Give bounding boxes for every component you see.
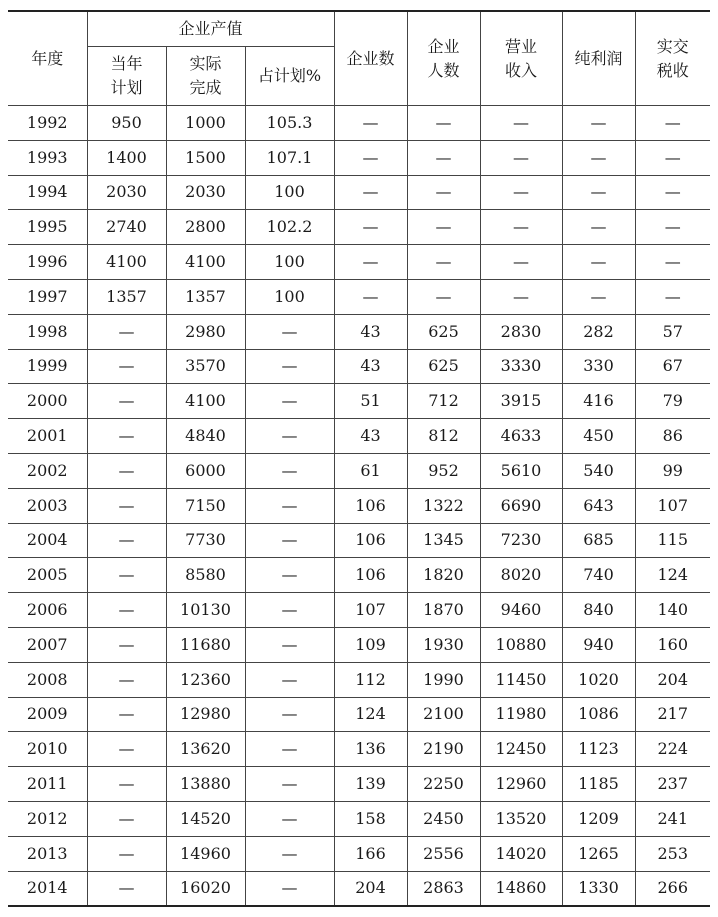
- cell-plan: —: [87, 627, 166, 662]
- header-revenue: [480, 11, 562, 106]
- cell-plan: —: [87, 488, 166, 523]
- cell-plan: 4100: [87, 245, 166, 280]
- table-row: [8, 662, 710, 697]
- cell-profit: 1123: [562, 732, 635, 767]
- header-output-group: 企业产值: [87, 11, 334, 47]
- cell-profit: 330: [562, 349, 635, 384]
- cell-revenue: —: [480, 210, 562, 245]
- cell-plan: 1400: [87, 140, 166, 175]
- cell-staff: 625: [407, 314, 480, 349]
- table-row: [8, 593, 710, 628]
- cell-tax: —: [635, 245, 710, 280]
- cell-actual: 4100: [166, 245, 245, 280]
- cell-tax: —: [635, 140, 710, 175]
- table-row: [8, 245, 710, 280]
- cell-tax: —: [635, 175, 710, 210]
- cell-pct: —: [245, 732, 334, 767]
- cell-year: 2007: [8, 627, 87, 662]
- cell-staff: 1870: [407, 593, 480, 628]
- cell-year: 2010: [8, 732, 87, 767]
- cell-firms: 158: [334, 801, 407, 836]
- cell-year: 2008: [8, 662, 87, 697]
- table-row: [8, 871, 710, 906]
- cell-firms: 204: [334, 871, 407, 906]
- cell-tax: 204: [635, 662, 710, 697]
- cell-firms: 43: [334, 314, 407, 349]
- cell-pct: —: [245, 384, 334, 419]
- cell-staff: 1345: [407, 523, 480, 558]
- cell-profit: —: [562, 175, 635, 210]
- cell-staff: —: [407, 140, 480, 175]
- table-row: [8, 384, 710, 419]
- cell-pct: —: [245, 419, 334, 454]
- cell-revenue: 7230: [480, 523, 562, 558]
- cell-profit: 416: [562, 384, 635, 419]
- table-row: [8, 488, 710, 523]
- cell-actual: 8580: [166, 558, 245, 593]
- cell-profit: 1265: [562, 836, 635, 871]
- table-row: [8, 801, 710, 836]
- cell-year: 1993: [8, 140, 87, 175]
- cell-firms: 51: [334, 384, 407, 419]
- cell-revenue: 2830: [480, 314, 562, 349]
- cell-year: 1996: [8, 245, 87, 280]
- cell-pct: 100: [245, 175, 334, 210]
- cell-staff: 812: [407, 419, 480, 454]
- cell-actual: 14520: [166, 801, 245, 836]
- header-actual-line2: 完成: [189, 78, 222, 97]
- cell-staff: 952: [407, 453, 480, 488]
- cell-year: 1998: [8, 314, 87, 349]
- cell-year: 2012: [8, 801, 87, 836]
- cell-staff: 2450: [407, 801, 480, 836]
- header-staff-line2: 人数: [427, 60, 460, 80]
- cell-revenue: 13520: [480, 801, 562, 836]
- cell-revenue: 10880: [480, 627, 562, 662]
- cell-year: 2013: [8, 836, 87, 871]
- cell-firms: —: [334, 175, 407, 210]
- cell-tax: 115: [635, 523, 710, 558]
- cell-plan: —: [87, 697, 166, 732]
- cell-revenue: 3330: [480, 349, 562, 384]
- cell-firms: 124: [334, 697, 407, 732]
- cell-revenue: 12450: [480, 732, 562, 767]
- cell-year: 1994: [8, 175, 87, 210]
- cell-profit: 282: [562, 314, 635, 349]
- cell-plan: —: [87, 767, 166, 802]
- cell-tax: 224: [635, 732, 710, 767]
- table-row: [8, 836, 710, 871]
- cell-revenue: —: [480, 279, 562, 314]
- cell-tax: —: [635, 106, 710, 141]
- table-row: [8, 210, 710, 245]
- cell-firms: 107: [334, 593, 407, 628]
- cell-profit: 840: [562, 593, 635, 628]
- table-row: [8, 523, 710, 558]
- cell-pct: —: [245, 836, 334, 871]
- cell-revenue: 5610: [480, 453, 562, 488]
- cell-profit: 1209: [562, 801, 635, 836]
- cell-profit: 740: [562, 558, 635, 593]
- cell-actual: 13620: [166, 732, 245, 767]
- cell-firms: —: [334, 106, 407, 141]
- cell-revenue: 11450: [480, 662, 562, 697]
- cell-staff: —: [407, 175, 480, 210]
- header-staff-line1: 企业: [427, 36, 460, 56]
- cell-plan: —: [87, 349, 166, 384]
- cell-firms: 112: [334, 662, 407, 697]
- header-actual-line1: 实际: [189, 54, 222, 73]
- cell-actual: 14960: [166, 836, 245, 871]
- cell-plan: —: [87, 732, 166, 767]
- cell-tax: 217: [635, 697, 710, 732]
- cell-actual: 4840: [166, 419, 245, 454]
- cell-actual: 1500: [166, 140, 245, 175]
- table-body: [8, 106, 710, 907]
- cell-pct: 100: [245, 279, 334, 314]
- cell-profit: —: [562, 245, 635, 280]
- table-row: [8, 767, 710, 802]
- cell-year: 2014: [8, 871, 87, 906]
- cell-firms: 136: [334, 732, 407, 767]
- cell-year: 2005: [8, 558, 87, 593]
- cell-actual: 11680: [166, 627, 245, 662]
- cell-actual: 7730: [166, 523, 245, 558]
- cell-actual: 6000: [166, 453, 245, 488]
- cell-pct: —: [245, 767, 334, 802]
- cell-year: 2002: [8, 453, 87, 488]
- cell-plan: —: [87, 662, 166, 697]
- cell-pct: —: [245, 488, 334, 523]
- cell-plan: —: [87, 384, 166, 419]
- cell-profit: 1020: [562, 662, 635, 697]
- cell-revenue: —: [480, 106, 562, 141]
- cell-revenue: 3915: [480, 384, 562, 419]
- table-row: [8, 558, 710, 593]
- cell-staff: 1930: [407, 627, 480, 662]
- cell-staff: 2556: [407, 836, 480, 871]
- cell-plan: —: [87, 558, 166, 593]
- cell-staff: —: [407, 210, 480, 245]
- cell-staff: 2190: [407, 732, 480, 767]
- cell-revenue: 8020: [480, 558, 562, 593]
- cell-staff: 1820: [407, 558, 480, 593]
- table-row: [8, 175, 710, 210]
- cell-year: 2000: [8, 384, 87, 419]
- cell-staff: —: [407, 245, 480, 280]
- cell-profit: —: [562, 279, 635, 314]
- header-staff: [407, 11, 480, 106]
- cell-pct: —: [245, 871, 334, 906]
- cell-plan: —: [87, 523, 166, 558]
- cell-tax: 237: [635, 767, 710, 802]
- header-profit: 纯利润: [562, 11, 635, 106]
- cell-firms: 106: [334, 558, 407, 593]
- cell-year: 2006: [8, 593, 87, 628]
- cell-plan: —: [87, 314, 166, 349]
- cell-pct: —: [245, 593, 334, 628]
- cell-plan: —: [87, 593, 166, 628]
- header-plan: [87, 47, 166, 106]
- cell-pct: —: [245, 453, 334, 488]
- cell-tax: 107: [635, 488, 710, 523]
- header-plan-line2: 计划: [110, 78, 143, 97]
- cell-year: 1999: [8, 349, 87, 384]
- cell-firms: —: [334, 210, 407, 245]
- cell-staff: 1990: [407, 662, 480, 697]
- cell-year: 2011: [8, 767, 87, 802]
- cell-year: 1992: [8, 106, 87, 141]
- table-row: [8, 314, 710, 349]
- table-row: [8, 627, 710, 662]
- cell-staff: —: [407, 106, 480, 141]
- cell-firms: 166: [334, 836, 407, 871]
- cell-year: 2001: [8, 419, 87, 454]
- cell-tax: 140: [635, 593, 710, 628]
- table-row: [8, 419, 710, 454]
- table-row: [8, 453, 710, 488]
- cell-profit: 450: [562, 419, 635, 454]
- cell-firms: 43: [334, 349, 407, 384]
- cell-pct: —: [245, 697, 334, 732]
- header-plan-line1: 当年: [110, 54, 143, 73]
- cell-plan: 1357: [87, 279, 166, 314]
- cell-tax: 124: [635, 558, 710, 593]
- table-row: [8, 349, 710, 384]
- cell-revenue: —: [480, 175, 562, 210]
- cell-actual: 2800: [166, 210, 245, 245]
- cell-tax: 160: [635, 627, 710, 662]
- cell-profit: —: [562, 140, 635, 175]
- cell-staff: 2863: [407, 871, 480, 906]
- cell-year: 1997: [8, 279, 87, 314]
- cell-firms: —: [334, 245, 407, 280]
- cell-revenue: 4633: [480, 419, 562, 454]
- cell-actual: 10130: [166, 593, 245, 628]
- cell-pct: 100: [245, 245, 334, 280]
- cell-profit: —: [562, 210, 635, 245]
- cell-revenue: 11980: [480, 697, 562, 732]
- cell-plan: —: [87, 801, 166, 836]
- header-revenue-line1: 营业: [504, 36, 537, 56]
- cell-tax: 241: [635, 801, 710, 836]
- cell-pct: —: [245, 314, 334, 349]
- cell-pct: —: [245, 349, 334, 384]
- cell-staff: 1322: [407, 488, 480, 523]
- cell-firms: —: [334, 279, 407, 314]
- cell-tax: 79: [635, 384, 710, 419]
- cell-actual: 1000: [166, 106, 245, 141]
- cell-staff: —: [407, 279, 480, 314]
- cell-actual: 12360: [166, 662, 245, 697]
- header-revenue-line2: 收入: [504, 60, 537, 80]
- cell-profit: 940: [562, 627, 635, 662]
- cell-actual: 7150: [166, 488, 245, 523]
- cell-staff: 2100: [407, 697, 480, 732]
- cell-firms: 61: [334, 453, 407, 488]
- cell-tax: —: [635, 210, 710, 245]
- cell-staff: 712: [407, 384, 480, 419]
- cell-pct: —: [245, 662, 334, 697]
- cell-pct: —: [245, 523, 334, 558]
- cell-tax: 67: [635, 349, 710, 384]
- cell-firms: 43: [334, 419, 407, 454]
- header-actual: [166, 47, 245, 106]
- cell-plan: —: [87, 871, 166, 906]
- cell-revenue: 12960: [480, 767, 562, 802]
- cell-profit: 1330: [562, 871, 635, 906]
- cell-firms: —: [334, 140, 407, 175]
- cell-revenue: 14020: [480, 836, 562, 871]
- cell-year: 2004: [8, 523, 87, 558]
- table-row: [8, 140, 710, 175]
- cell-revenue: 14860: [480, 871, 562, 906]
- cell-tax: 253: [635, 836, 710, 871]
- cell-profit: 685: [562, 523, 635, 558]
- cell-staff: 2250: [407, 767, 480, 802]
- cell-firms: 139: [334, 767, 407, 802]
- header-tax: [635, 11, 710, 106]
- header-tax-line2: 税收: [656, 60, 689, 80]
- header-firms: 企业数: [334, 11, 407, 106]
- cell-actual: 13880: [166, 767, 245, 802]
- cell-plan: 2740: [87, 210, 166, 245]
- cell-actual: 12980: [166, 697, 245, 732]
- statistics-table: [8, 10, 710, 907]
- header-tax-line1: 实交: [656, 36, 689, 56]
- cell-tax: 266: [635, 871, 710, 906]
- cell-revenue: 6690: [480, 488, 562, 523]
- cell-plan: 950: [87, 106, 166, 141]
- cell-plan: —: [87, 836, 166, 871]
- cell-firms: 106: [334, 523, 407, 558]
- cell-profit: 540: [562, 453, 635, 488]
- cell-revenue: —: [480, 140, 562, 175]
- cell-profit: 1185: [562, 767, 635, 802]
- header-pct: 占计划%: [245, 47, 334, 106]
- cell-actual: 1357: [166, 279, 245, 314]
- cell-plan: —: [87, 453, 166, 488]
- cell-pct: 107.1: [245, 140, 334, 175]
- cell-plan: 2030: [87, 175, 166, 210]
- cell-tax: —: [635, 279, 710, 314]
- cell-year: 1995: [8, 210, 87, 245]
- table-row: [8, 279, 710, 314]
- cell-actual: 16020: [166, 871, 245, 906]
- cell-tax: 86: [635, 419, 710, 454]
- table-row: [8, 697, 710, 732]
- cell-pct: 105.3: [245, 106, 334, 141]
- cell-profit: —: [562, 106, 635, 141]
- cell-pct: —: [245, 627, 334, 662]
- cell-staff: 625: [407, 349, 480, 384]
- cell-revenue: 9460: [480, 593, 562, 628]
- cell-actual: 2030: [166, 175, 245, 210]
- cell-pct: 102.2: [245, 210, 334, 245]
- cell-pct: —: [245, 801, 334, 836]
- table-row: [8, 732, 710, 767]
- cell-revenue: —: [480, 245, 562, 280]
- cell-profit: 643: [562, 488, 635, 523]
- cell-year: 2003: [8, 488, 87, 523]
- cell-tax: 57: [635, 314, 710, 349]
- cell-profit: 1086: [562, 697, 635, 732]
- cell-actual: 2980: [166, 314, 245, 349]
- header-year: 年度: [8, 11, 87, 106]
- cell-plan: —: [87, 419, 166, 454]
- cell-pct: —: [245, 558, 334, 593]
- cell-year: 2009: [8, 697, 87, 732]
- cell-firms: 109: [334, 627, 407, 662]
- cell-actual: 4100: [166, 384, 245, 419]
- cell-firms: 106: [334, 488, 407, 523]
- cell-actual: 3570: [166, 349, 245, 384]
- cell-tax: 99: [635, 453, 710, 488]
- table-row: [8, 106, 710, 141]
